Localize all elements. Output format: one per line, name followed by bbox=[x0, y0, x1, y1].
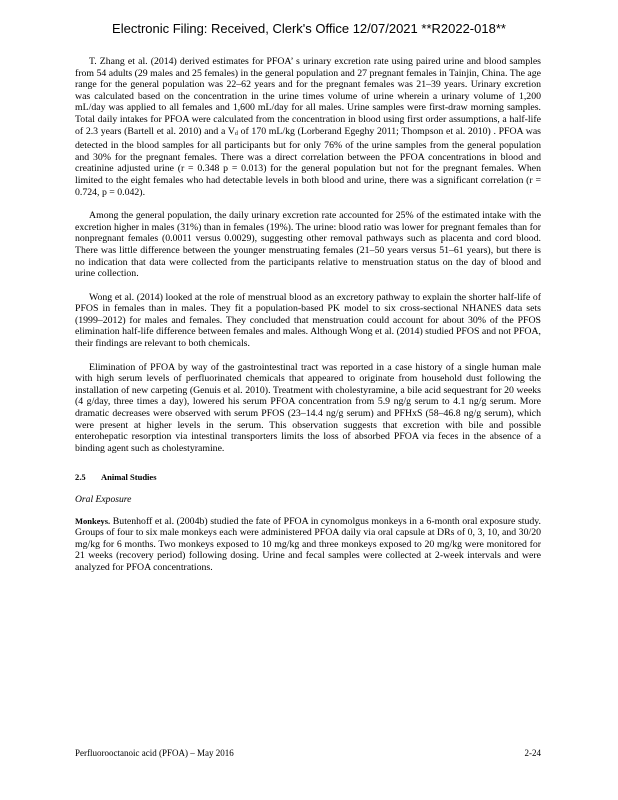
document-body bbox=[75, 56, 541, 586]
paragraph-gastrointestinal-elimination: Elimination of PFOA by way of the gastrointestinal tract was reported in a case history of a single human male with high serum levels of perfluorinated chemicals that appeared to originate from household dust following the installation of new carpeting (Genuis et al. 2010). Treatment with cholestyramine, a bile acid sequestrant for 20 weeks (4 g/day, three times a day), lowered his serum PFOA concentration from 5.9 ng/g serum to 4.1 ng/g serum. More dramatic decreases were observed with serum PFOS (23–14.4 ng/g serum) and PFHxS (58–46.8 ng/g serum), which were present at higher levels in the serum. This observation suggests that excretion with bile and possible enterohepatic resorption via intestinal transporters limits the loss of absorbed PFOA via feces in the absence of a binding agent such as cholestyramine. bbox=[75, 361, 541, 454]
monkeys-text: Butenhoff et al. (2004b) studied the fate of PFOA in cynomolgus monkeys in a 6-month oral exposure study. Groups of four to six male monkeys each were administered PFOA daily via oral capsule at DRs of 0, 3, 10, and 30/20 mg/kg for 6 months. Two monkeys exposed to 10 mg/kg and three monkeys exposed to 20 mg/kg were monitored for 21 weeks (recovery period) following dosing. Urine and fecal samples were collected at 2-week intervals and were analyzed for PFOA concentrations. bbox=[75, 515, 541, 573]
paragraph-monkeys bbox=[75, 516, 541, 574]
subsection-heading: Oral Exposure bbox=[75, 494, 132, 505]
section-heading bbox=[75, 472, 541, 484]
monkeys-lead: Monkeys. bbox=[75, 515, 111, 526]
paragraph-general-population: Among the general population, the daily urinary excretion rate accounted for 25% of the estimated intake with the excretion higher in males (31%) than in females (19%). The urine: blood ratio was lower for pregnant females than for nonpregnant females (0.0011 versus 0.0029), suggesting other removal pathways such as placenta and cord blood. There was little difference between the younger menstruating females (21–50 years versus 51–61 years), but there is no indication that data were collected from the participants relative to menstruation status on the day of blood and urine collection. bbox=[75, 210, 541, 280]
paragraph-text: T. Zhang et al. (2014) derived estimates for PFOA’ s urinary excretion rate using paired urine and blood samples from 54 adults (29 males and 25 females) in the general population and 27 pregnant females in Tainjin, China. The age range for the general population was 22–62 years and for the pregnant females was 21–39 years. Urinary excretion was calculated based on the concentration in the urine times volume of urine wherein a urinary volume of 1,200 mL/day was applied to all females and 1,600 mL/day for all males. Urine samples were first-draw morning samples. Total daily intakes for PFOA were calculated from the concentration in blood using first order assumptions, a half-life of 2.3 years (Bartell et al. 2010) and a V bbox=[75, 56, 541, 137]
vd-subscript: d bbox=[234, 130, 238, 137]
paragraph-wong-menstrual: Wong et al. (2014) looked at the role of menstrual blood as an excretory pathway to explain the shorter half-life of PFOS in females than in males. They fit a population-based PK model to six cross-sectional NHANES data sets (1999–2012) for males and females. They concluded that menstruation could account for about 30% of the PFOS elimination half-life difference between females and males. Although Wong et al. (2014) studied PFOS and not PFOA, their findings are relevant to both chemicals. bbox=[75, 291, 541, 350]
section-number: 2.5 bbox=[75, 472, 86, 483]
page-footer bbox=[75, 748, 541, 758]
section-title: Animal Studies bbox=[101, 472, 157, 483]
footer-page-number: 2-24 bbox=[524, 748, 541, 758]
paragraph-text-continued: of 170 mL/kg (Lorberand Egeghy 2011; Thompson et al. 2010) . PFOA was detected in the blood samples for all participants but for only 76% of the urine samples from the general population and 30% for the pregnant females. There was a direct correlation between the PFOA concentrations in blood and creatinine adjusted urine (r = 0.348 p = 0.013) for the general population but not for the pregnant females. When limited to the eight females who had detectable levels in both blood and urine, there was a significant correlation (r = 0.724, p = 0.042). bbox=[75, 125, 541, 198]
footer-document-title: Perfluorooctanoic acid (PFOA) – May 2016 bbox=[75, 748, 234, 758]
filing-stamp-header: Electronic Filing: Received, Clerk's Office 12/07/2021 **R2022-018** bbox=[112, 21, 506, 36]
paragraph-zhang-urinary-excretion bbox=[75, 56, 541, 198]
